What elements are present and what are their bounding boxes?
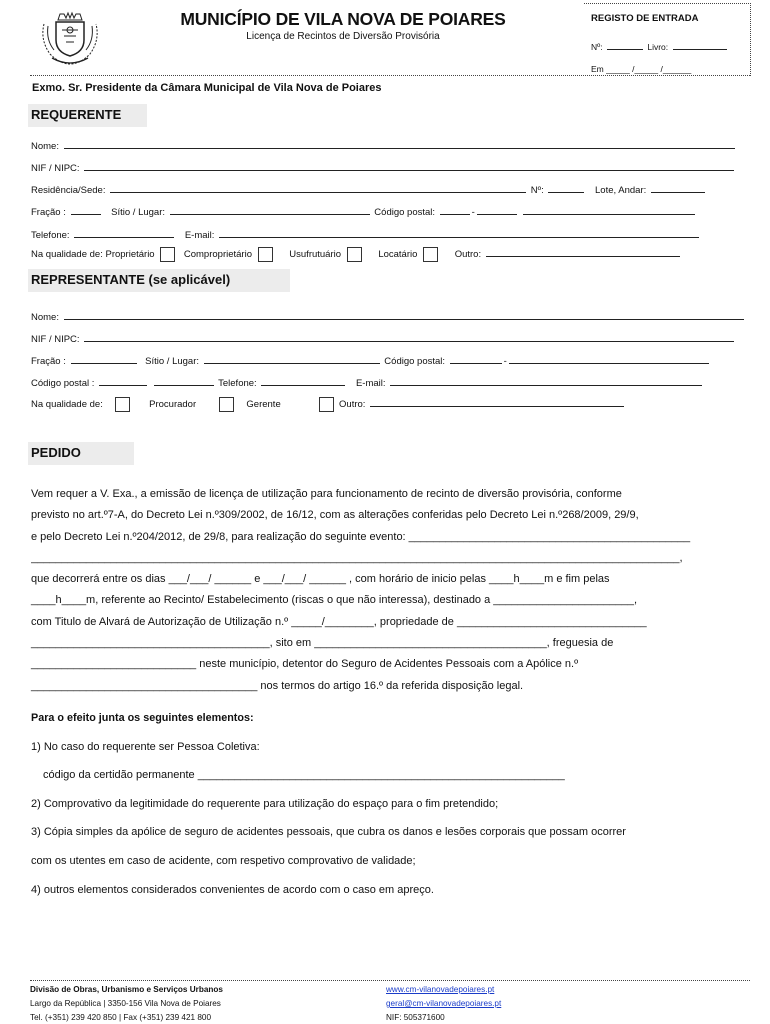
gerente-checkbox[interactable] <box>219 397 234 412</box>
registo-n-label: Nº: <box>591 42 603 52</box>
requerente-nif-label: NIF / NIPC: <box>31 163 80 174</box>
page-subtitle: Licença de Recintos de Diversão Provisória <box>246 31 440 42</box>
representante-nif-row <box>31 332 736 345</box>
representante-outro-label: Outro: <box>339 399 366 410</box>
requerente-qualidade-label: Na qualidade de: <box>31 249 103 260</box>
representante-outro-field[interactable] <box>370 397 624 407</box>
requerente-residencia-row <box>31 183 707 196</box>
representante-nome-field[interactable] <box>64 310 744 320</box>
pedido-body <box>31 484 749 697</box>
requerente-email-field[interactable] <box>219 228 699 238</box>
requerente-fracao-row: Fração : Sítio / Lugar: Código postal: - <box>31 205 697 218</box>
usufrutuario-checkbox[interactable] <box>347 247 362 262</box>
registo-livro-field[interactable] <box>673 40 727 50</box>
elementos-item-3: 3) Cópia simples da apólice de seguro de acidentes pessoais, que cubra os danos e lesões corporais que possam ocorrer <box>31 826 626 839</box>
pedido-line-10[interactable]: _____________________________________ nos termos do artigo 16.º da referida disposição legal. <box>31 679 524 692</box>
requerente-telefone-row <box>31 228 701 241</box>
requerente-outro-field[interactable] <box>486 247 680 257</box>
footer-divider <box>30 980 750 981</box>
representante-fracao-field[interactable] <box>71 354 137 364</box>
requerente-fracao-field[interactable] <box>71 205 101 215</box>
registo-livro-label: Livro: <box>647 42 669 52</box>
header-divider <box>30 75 750 76</box>
footer-address: Largo da República | 3350-156 Vila Nova de Poiares <box>30 999 221 1008</box>
footer-phone: Tel. (+351) 239 420 850 | Fax (+351) 239 421 800 <box>30 1013 212 1022</box>
registo-em-label: Em <box>591 64 604 74</box>
pedido-line-9[interactable]: ___________________________ neste município, detentor do Seguro de Acidentes Pessoais com a Apólice n.º <box>31 658 579 671</box>
representante-sitio-label: Sítio / Lugar: <box>145 356 200 367</box>
representante-qualidade-row <box>31 396 626 414</box>
pedido-line-3[interactable]: e pelo Decreto Lei n.º204/2012, de 29/8, para realização do seguinte evento: ______________________________________________ <box>31 530 691 543</box>
representante-nif-field[interactable] <box>84 332 734 342</box>
representante-fracao-row: Fração : Sítio / Lugar: Código postal: - <box>31 354 711 367</box>
registo-em-field[interactable]: _____ /_____ /______ <box>606 64 692 74</box>
comproprietario-checkbox[interactable] <box>258 247 273 262</box>
representante-cp2-field[interactable] <box>509 354 709 364</box>
opt-proprietario-label: Proprietário <box>105 249 155 260</box>
opt-gerente-label: Gerente <box>246 399 281 410</box>
requerente-cp2-field[interactable] <box>477 205 517 215</box>
elementos-heading: Para o efeito junta os seguintes elementos: <box>31 712 254 724</box>
proprietario-checkbox[interactable] <box>160 247 175 262</box>
representante-email-field[interactable] <box>390 376 702 386</box>
representante-email-label: E-mail: <box>355 378 386 389</box>
footer-email-link[interactable]: geral@cm-vilanovadepoiares.pt <box>386 999 502 1008</box>
representante-nome-row <box>31 310 746 323</box>
elementos-item-1b[interactable]: código da certidão permanente ____________________________________________________________ <box>43 769 565 782</box>
registo-n-field[interactable] <box>607 40 643 50</box>
representante-cp1-field[interactable] <box>450 354 502 364</box>
requerente-heading: REQUERENTE <box>28 104 147 127</box>
addressee: Exmo. Sr. Presidente da Câmara Municipal de Vila Nova de Poiares <box>32 82 382 94</box>
elementos-item-4: 4) outros elementos considerados convenientes de acordo com o caso em apreço. <box>31 883 434 896</box>
registo-date-row <box>591 64 691 74</box>
elementos-item-3b: com os utentes em caso de acidente, com respetivo comprovativo de validade; <box>31 854 416 867</box>
pedido-line-2: previsto no art.º7-A, do Decreto Lei n.º309/2002, de 16/12, com as alterações conferidas pelo Decreto Lei n.º268/2009, 29/9, <box>31 509 639 522</box>
representante-codigo-postal-label: Código postal: <box>384 356 446 367</box>
requerente-cp1-field[interactable] <box>440 205 470 215</box>
requerente-nome-row <box>31 139 737 152</box>
representante-cp-row <box>31 376 704 389</box>
representante-telefone-field[interactable] <box>261 376 345 386</box>
requerente-fracao-label: Fração : <box>31 207 66 218</box>
requerente-localidade-field[interactable] <box>523 205 695 215</box>
requerente-n-field[interactable] <box>548 183 584 193</box>
requerente-nif-row <box>31 161 736 174</box>
registo-title: REGISTO DE ENTRADA <box>591 13 699 24</box>
opt-locatario-label: Locatário <box>378 249 418 260</box>
procurador-checkbox[interactable] <box>115 397 130 412</box>
requerente-lote-label: Lote, Andar: <box>595 185 647 196</box>
opt-procurador-label: Procurador <box>149 399 197 410</box>
elementos-item-2: 2) Comprovativo da legitimidade do requerente para utilização do espaço para o fim pretendido; <box>31 797 499 810</box>
requerente-qualidade-row <box>31 246 682 264</box>
representante-qualidade-label: Na qualidade de: <box>31 399 103 410</box>
representante-fracao-label: Fração : <box>31 356 66 367</box>
pedido-line-1: Vem requer a V. Exa., a emissão de licença de utilização para funcionamento de recinto de diversão provisória, conforme <box>31 488 622 500</box>
requerente-email-label: E-mail: <box>184 230 215 241</box>
requerente-n-label: Nº: <box>530 185 544 196</box>
requerente-nif-field[interactable] <box>84 161 734 171</box>
requerente-nome-field[interactable] <box>64 139 735 149</box>
pedido-line-8[interactable]: _______________________________________, sito em ______________________________________, freguesia de <box>31 637 614 650</box>
requerente-telefone-field[interactable] <box>74 228 174 238</box>
requerente-lote-field[interactable] <box>651 183 705 193</box>
representante-outro-checkbox[interactable] <box>319 397 334 412</box>
representante-sitio-field[interactable] <box>204 354 380 364</box>
footer-nif: NIF: 505371600 <box>386 1013 445 1022</box>
pedido-line-4[interactable]: __________________________________________________________________________________________________________, <box>31 551 683 564</box>
opt-comproprietario-label: Comproprietário <box>183 249 252 260</box>
elementos-list <box>31 704 749 904</box>
page-title: MUNICÍPIO DE VILA NOVA DE POIARES <box>180 9 506 29</box>
opt-usufrutuario-label: Usufrutuário <box>289 249 342 260</box>
representante-telefone-label: Telefone: <box>218 378 257 389</box>
representante-nome-label: Nome: <box>31 312 59 323</box>
requerente-telefone-label: Telefone: <box>31 230 70 241</box>
requerente-codigo-postal-label: Código postal: <box>374 207 436 218</box>
requerente-nome-label: Nome: <box>31 141 59 152</box>
opt-outro-label: Outro: <box>454 249 482 260</box>
footer-website-link[interactable]: www.cm-vilanovadepoiares.pt <box>386 985 495 994</box>
requerente-residencia-label: Residência/Sede: <box>31 185 106 196</box>
representante-cp-b-field[interactable] <box>154 376 214 386</box>
locatario-checkbox[interactable] <box>423 247 438 262</box>
footer-division: Divisão de Obras, Urbanismo e Serviços Urbanos <box>30 985 223 994</box>
representante-heading: REPRESENTANTE (se aplicável) <box>28 269 290 292</box>
requerente-sitio-field[interactable] <box>170 205 370 215</box>
representante-cp2-label: Código postal : <box>31 378 95 389</box>
requerente-residencia-field[interactable] <box>110 183 526 193</box>
pedido-line-5[interactable]: que decorrerá entre os dias ___/___/ ______ e ___/___/ ______ , com horário de inicio pelas ____h____m e fim pelas <box>31 573 610 586</box>
pedido-line-6[interactable]: ____h____m, referente ao Recinto/ Estabelecimento (riscas o que não interessa), destinado a _______________________, <box>31 594 638 607</box>
elementos-item-1: 1) No caso do requerente ser Pessoa Coletiva: <box>31 740 260 753</box>
pedido-line-7[interactable]: com Titulo de Alvará de Autorização de Utilização n.º _____/________, propriedade de _______________________________ <box>31 615 647 628</box>
pedido-heading: PEDIDO <box>28 442 134 465</box>
representante-cp-a-field[interactable] <box>99 376 147 386</box>
registo-number-row <box>591 40 729 52</box>
requerente-sitio-label: Sítio / Lugar: <box>111 207 166 218</box>
representante-nif-label: NIF / NIPC: <box>31 334 80 345</box>
